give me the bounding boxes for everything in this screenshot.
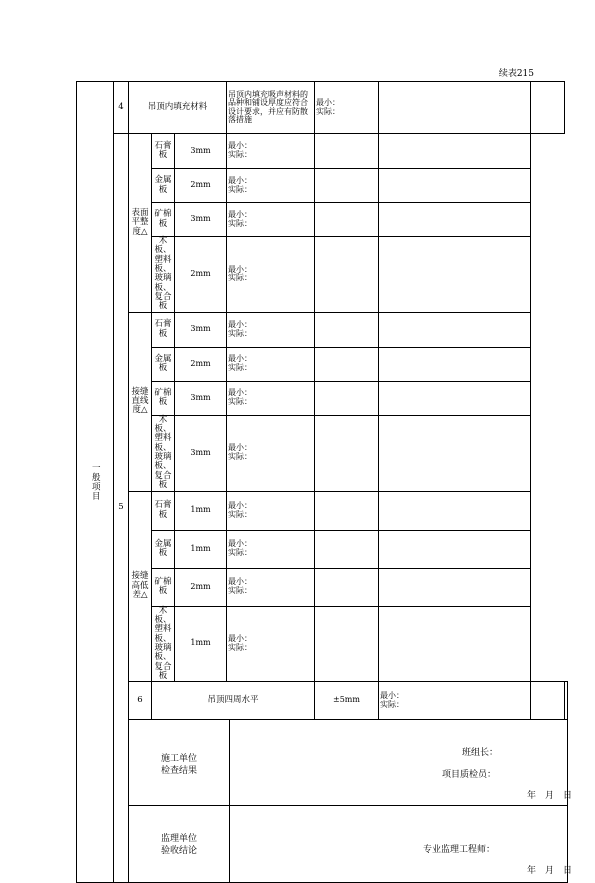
record-cell[interactable] (379, 82, 531, 134)
record-cell[interactable] (315, 415, 379, 491)
tolerance-value: 1mm (175, 491, 227, 530)
table-row (77, 491, 568, 530)
tolerance-value: 2mm (175, 347, 227, 381)
supervision-title-2: 验收结论 (160, 845, 197, 856)
measure-cell (227, 203, 315, 237)
supervision-engineer-label[interactable]: 专业监理工程师： (423, 845, 496, 856)
measure-cell (227, 381, 315, 415)
record-cell[interactable] (315, 606, 379, 682)
inspection-table (76, 81, 573, 883)
supervision-cell (129, 806, 573, 883)
material-name: 石膏板 (152, 312, 175, 347)
material-name: 矿棉板 (152, 381, 175, 415)
min-label: 最小： (316, 97, 340, 107)
min-label: 最小： (228, 577, 252, 587)
measure-cell (227, 237, 315, 313)
construction-date[interactable]: 年 月 日 (527, 791, 573, 802)
tolerance-value: 3mm (175, 203, 227, 237)
min-label: 最小： (380, 690, 404, 700)
item-number: 4 (114, 82, 129, 134)
material-name: 金属板 (152, 347, 175, 381)
remark-cell[interactable] (379, 381, 531, 415)
tolerance-value: 3mm (175, 312, 227, 347)
actual-label: 实际： (228, 452, 252, 462)
group-label-cell (129, 491, 152, 682)
measure-cell (227, 347, 315, 381)
group-label: 接缝高低差△ (131, 571, 149, 601)
group-label-cell (129, 134, 152, 313)
actual-label: 实际： (228, 363, 252, 373)
actual-label: 实际： (316, 106, 340, 116)
actual-label: 实际： (228, 150, 252, 159)
group-label-cell (129, 312, 152, 491)
remark-cell[interactable] (379, 312, 531, 347)
measure-cell (227, 312, 315, 347)
table-row (77, 682, 568, 720)
item-number: 5 (114, 134, 129, 883)
measure-cell (227, 606, 315, 682)
material-name: 金属板 (152, 169, 175, 203)
min-label: 最小： (228, 634, 252, 644)
remark-cell[interactable] (379, 491, 531, 530)
actual-label: 实际： (228, 509, 252, 519)
material-name: 金属板 (152, 530, 175, 568)
record-cell[interactable] (315, 530, 379, 568)
material-name: 石膏板 (152, 491, 175, 530)
section-label: 一般项目 (90, 463, 101, 502)
supervision-title-1: 监理单位 (160, 834, 197, 845)
min-label: 最小： (228, 443, 252, 453)
min-label: 最小： (228, 175, 252, 185)
table-row (77, 82, 568, 134)
min-label: 最小： (228, 354, 252, 364)
page-label: 续表215 (498, 69, 534, 79)
table-row (77, 312, 568, 347)
actual-label: 实际： (228, 328, 252, 338)
min-label: 最小： (228, 388, 252, 398)
supervision-section (77, 806, 568, 883)
actual-label: 实际： (228, 218, 252, 228)
tolerance-value: 2mm (175, 237, 227, 313)
min-label: 最小： (228, 539, 252, 549)
item-requirement: 吊顶内填充吸声材料的品种和铺设厚度应符合设计要求，并应有防散落措施 (227, 82, 315, 134)
min-label: 最小： (228, 264, 252, 274)
tolerance-value: 2mm (175, 568, 227, 606)
record-cell[interactable] (315, 203, 379, 237)
actual-label: 实际： (228, 273, 252, 283)
record-cell[interactable] (315, 237, 379, 313)
material-name: 木板、塑料板、玻璃板、复合板 (152, 415, 175, 491)
tolerance-value: 1mm (175, 606, 227, 682)
remark-cell[interactable] (565, 682, 568, 720)
group-label: 表面平整度△ (131, 207, 149, 237)
tolerance-value: 1mm (175, 530, 227, 568)
group-label: 接缝直线度△ (131, 386, 149, 416)
tolerance-value: 2mm (175, 169, 227, 203)
item-name: 吊顶内填充材料 (129, 82, 227, 134)
remark-cell[interactable] (379, 347, 531, 381)
actual-label: 实际： (228, 642, 252, 652)
actual-label: 实际： (228, 397, 252, 407)
record-cell[interactable] (315, 347, 379, 381)
min-label: 最小： (228, 500, 252, 510)
section-label-cell (77, 82, 114, 883)
measure-cell (227, 169, 315, 203)
remark-cell[interactable] (379, 203, 531, 237)
table-row (77, 134, 568, 169)
measure-cell (227, 568, 315, 606)
measure-cell (379, 682, 531, 720)
measure-cell (227, 134, 315, 169)
tolerance-value: 3mm (175, 381, 227, 415)
remark-cell[interactable] (379, 568, 531, 606)
remark-cell[interactable] (379, 237, 531, 313)
measure-cell (227, 530, 315, 568)
measure-cell (315, 82, 379, 134)
measure-cell (227, 415, 315, 491)
record-cell[interactable] (315, 169, 379, 203)
material-name: 矿棉板 (152, 568, 175, 606)
remark-cell[interactable] (379, 606, 531, 682)
tolerance-value: ±5mm (315, 682, 379, 720)
tolerance-value: 3mm (175, 415, 227, 491)
supervision-title (129, 834, 229, 857)
record-cell[interactable] (315, 134, 379, 169)
material-name: 木板、塑料板、玻璃板、复合板 (152, 606, 175, 682)
material-name: 矿棉板 (152, 203, 175, 237)
record-cell[interactable] (315, 491, 379, 530)
material-name: 木板、塑料板、玻璃板、复合板 (152, 237, 175, 313)
supervision-date[interactable]: 年 月 日 (527, 866, 573, 877)
min-label: 最小： (228, 209, 252, 219)
min-label: 最小： (228, 319, 252, 329)
item-number: 6 (129, 682, 152, 720)
construction-title-2: 检查结果 (160, 765, 197, 776)
record-cell[interactable] (315, 381, 379, 415)
remark-cell[interactable] (379, 415, 531, 491)
remark-cell[interactable] (379, 169, 531, 203)
record-cell[interactable] (531, 682, 565, 720)
item-name: 吊顶四周水平 (152, 682, 315, 720)
remark-cell[interactable] (379, 530, 531, 568)
actual-label: 实际： (228, 184, 252, 194)
construction-cell (129, 720, 573, 806)
record-cell[interactable] (315, 568, 379, 606)
construction-title (129, 754, 229, 777)
min-label: 最小： (228, 141, 252, 151)
construction-title-1: 施工单位 (160, 754, 197, 765)
measure-cell (227, 491, 315, 530)
construction-section (77, 720, 568, 806)
material-name: 石膏板 (152, 134, 175, 169)
actual-label: 实际： (228, 548, 252, 557)
actual-label: 实际： (380, 699, 404, 709)
remark-cell[interactable] (531, 82, 565, 134)
tolerance-value: 3mm (175, 134, 227, 169)
record-cell[interactable] (315, 312, 379, 347)
actual-label: 实际： (228, 586, 252, 595)
remark-cell[interactable] (379, 134, 531, 169)
inspector-label[interactable]: 项目质检员： (442, 770, 497, 781)
team-leader-label[interactable]: 班组长： (462, 748, 499, 759)
